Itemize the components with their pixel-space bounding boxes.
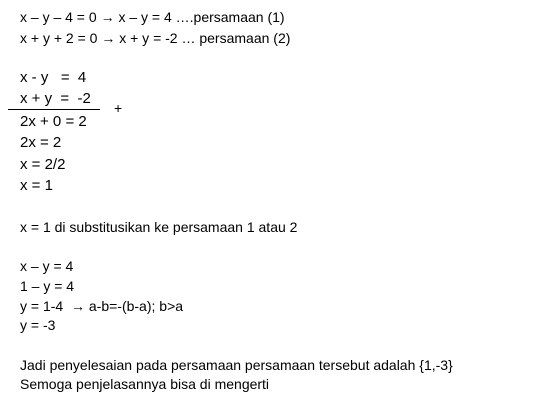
solve-step-2: x = 2/2 <box>20 156 66 173</box>
equation-1-rearranged: x – y = 4 ….persamaan (1) <box>118 9 285 25</box>
solve-step-1: 2x = 2 <box>20 134 62 151</box>
right-arrow-icon: → <box>101 30 116 46</box>
solve-step-3: x = 1 <box>20 177 53 194</box>
substitution-line-4: y = -3 <box>20 317 56 333</box>
substitution-line-3 <box>20 299 183 313</box>
sum-underline <box>8 109 100 110</box>
right-arrow-icon: → <box>100 9 115 25</box>
elimination-row-1: x - y = 4 <box>20 69 87 86</box>
equation-2-rearranged: x + y = -2 … persamaan (2) <box>119 30 291 46</box>
substitution-line-3-note: a-b=-(b-a); b>a <box>88 298 184 314</box>
equation-1-original: x – y – 4 = 0 <box>20 9 97 25</box>
conclusion-line-2: Semoga penjelasannya bisa di mengerti <box>20 376 270 392</box>
substitution-line-2: 1 – y = 4 <box>20 278 75 294</box>
equation-2-line <box>20 31 290 45</box>
substitution-line-1: x – y = 4 <box>20 258 74 274</box>
substitution-note: x = 1 di substitusikan ke persamaan 1 atau 2 <box>20 219 298 235</box>
addition-sign: + <box>114 100 123 116</box>
elimination-row-2: x + y = -2 <box>20 90 91 107</box>
substitution-line-3-left: y = 1-4 <box>20 298 64 314</box>
equation-2-original: x + y + 2 = 0 <box>20 30 98 46</box>
conclusion-line-1: Jadi penyelesaian pada persamaan persamaan tersebut adalah {1,-3} <box>20 357 453 373</box>
elimination-sum: 2x + 0 = 2 <box>20 113 87 130</box>
equation-1-line <box>20 10 285 24</box>
right-arrow-icon: → <box>70 298 85 314</box>
